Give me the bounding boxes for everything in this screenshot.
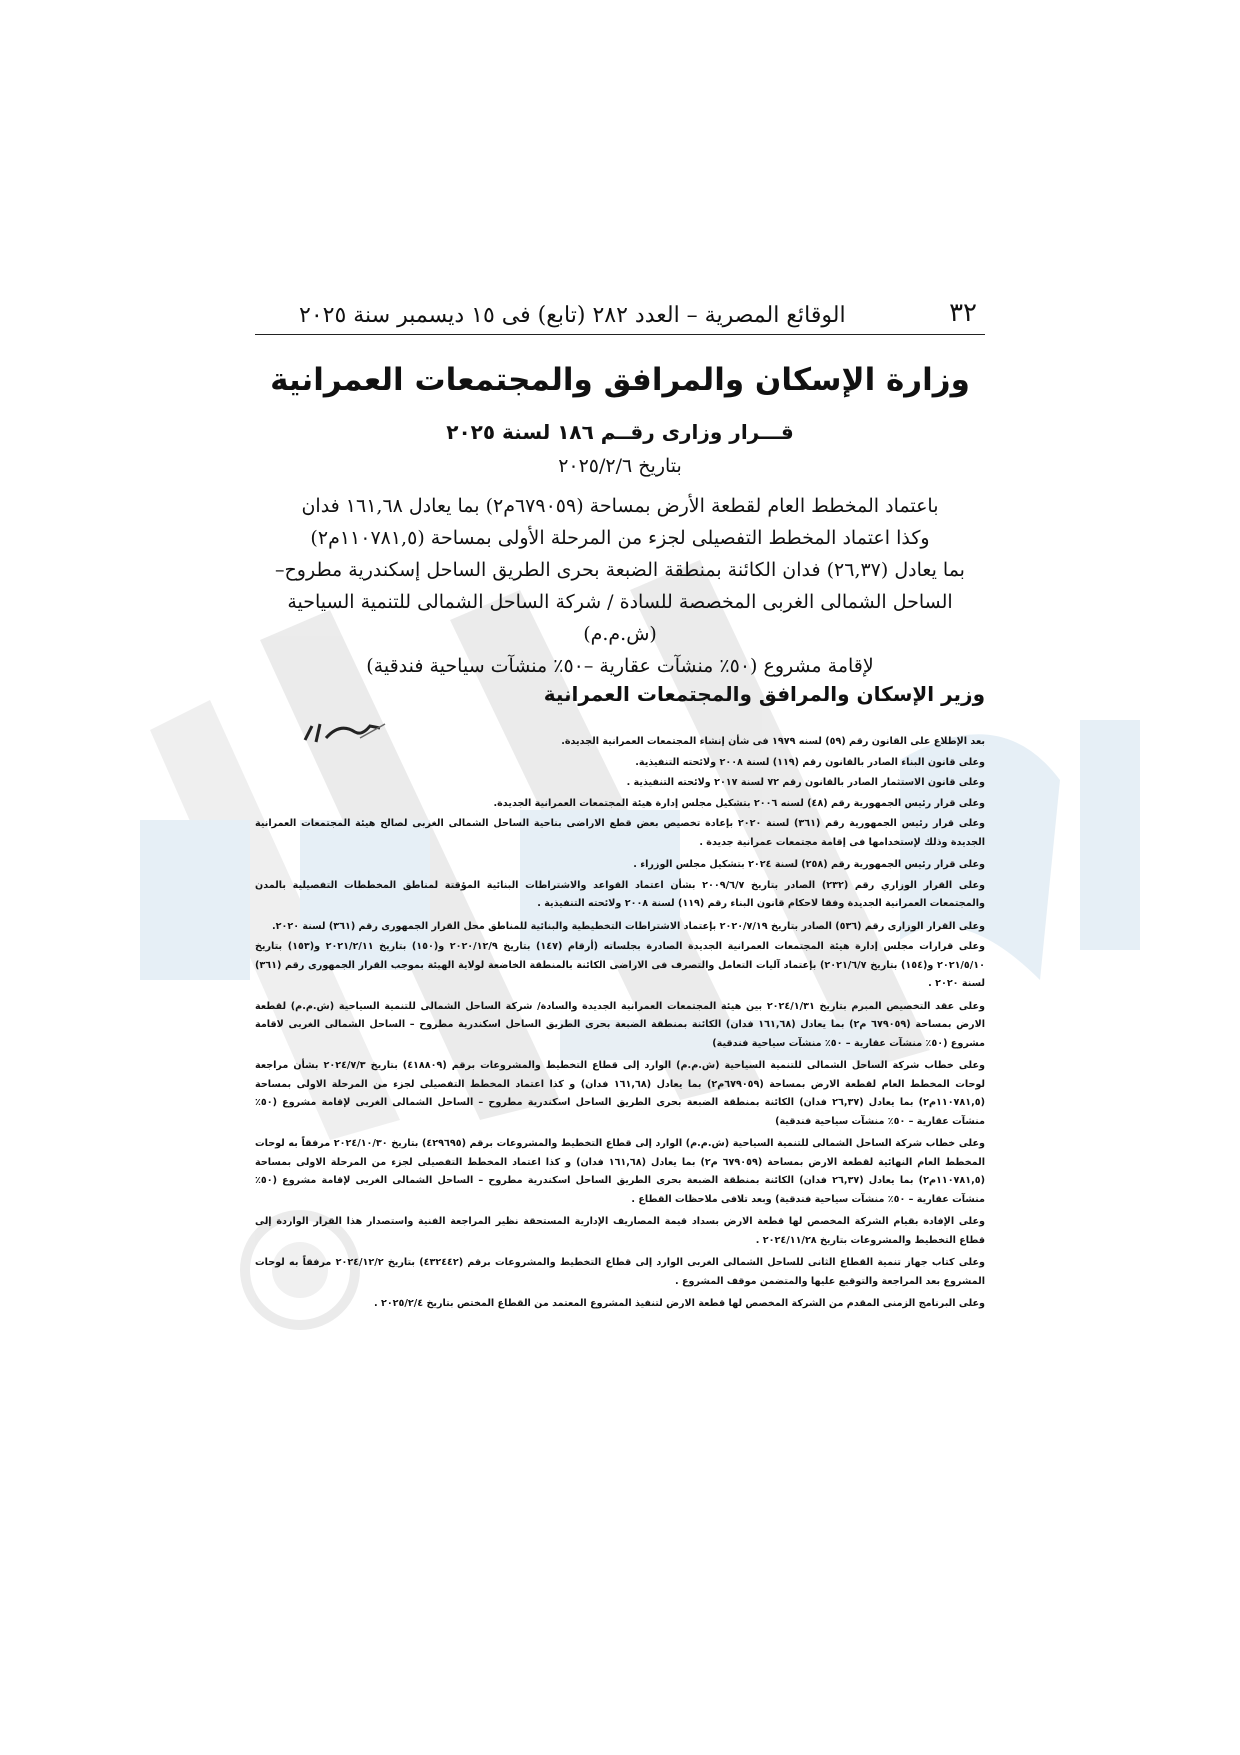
- minister-title: وزير الإسكان والمرافق والمجتمعات العمرانية: [543, 682, 985, 706]
- preamble-clause: وعلى قرار رئيس الجمهورية رقم (٢٥٨) لسنة ٢٠٢٤ بتشكيل مجلس الوزراء .: [633, 859, 985, 870]
- preamble-clause: وعلى القرار الوزاري رقم (٢٣٢) الصادر بتاريخ ٢٠٠٩/٦/٧ بشأن اعتماد القواعد والاشتراطات البنائية المؤقتة لمناطق المخططات التفصيلية بالمدن والمجتمعات العمرانية الجديدة وفقا لاحكام قانون البناء رقم (١١٩) لسنة ٢٠٠٨ ولائحته التنفيذية .: [255, 879, 985, 909]
- subject-line: لإقامة مشروع (٥٠٪ منشآت عقارية –٥٠٪ منشآت سياحية فندقية): [366, 655, 874, 677]
- page-number: ٣٢: [949, 298, 977, 328]
- decree-subject: [255, 490, 985, 682]
- preamble-clause: وعلى خطاب شركة الساحل الشمالى للتنمية السياحية (ش.م.م) الوارد إلى قطاع التخطيط والمشروعات برقم (٤١٨٨٠٩) بتاريخ ٢٠٢٤/٧/٣ بشأن مراجعة لوحات المخطط العام لقطعة الارض بمساحة (٦٧٩٠٥٩م٢) بما يعادل (١٦١,٦٨ فدان) و كذا اعتماد المخطط التفصيلى لجزء من المرحلة الاولى بمساحة (١١٠٧٨١,٥م٢) بما يعادل (٢٦,٣٧ فدان) الكائنة بمنطقة الضبعة بحرى الطريق الساحل اسكندرية مطروح – الساحل الشمالى الغربى لإقامة مشروع (٥٠٪ منشآت عقارية – ٥٠٪ منشآت سياحية فندقية): [255, 1060, 986, 1127]
- ministry-title: وزارة الإسكان والمرافق والمجتمعات العمرانية: [270, 362, 970, 398]
- preamble-clause: بعد الإطلاع على القانون رقم (٥٩) لسنه ١٩٧٩ فى شأن إنشاء المجتمعات العمرانية الجديدة.: [561, 736, 985, 747]
- subject-line: وكذا اعتماد المخطط التفصيلى لجزء من المرحلة الأولى بمساحة (١١٠٧٨١,٥م٢): [310, 527, 930, 549]
- preamble-clause: وعلى خطاب شركة الساحل الشمالى للتنمية السياحية (ش.م.م) الوارد إلى قطاع التخطيط والمشروعات برقم (٤٢٩٦٩٥) بتاريخ ٢٠٢٤/١٠/٣٠ مرفقاً به لوحات المخطط العام النهائية لقطعة الارض بمساحة (٦٧٩٠٥٩ م٢) بما يعادل (١٦١,٦٨ فدان) و كذا اعتماد المخطط التفصيلى لجزء من المرحلة الاولى بمساحة (١١٠٧٨١,٥م٢) بما يعادل (٢٦,٣٧ فدان) الكائنة بمنطقة الضبعة بحرى الطريق الساحل اسكندرية مطروح – الساحل الشمالى الغربى لإقامة مشروع (٥٠٪ منشآت عقارية – ٥٠٪ منشآت سياحية فندقية) وبعد تلافى ملاحظات القطاع .: [255, 1138, 986, 1205]
- preamble-clause: وعلى قانون الاستثمار الصادر بالقانون رقم ٧٢ لسنة ٢٠١٧ ولائحته التنفيذية .: [626, 777, 985, 788]
- decree-title: قـــرار وزارى رقــم ١٨٦ لسنة ٢٠٢٥: [446, 420, 794, 444]
- page-header: [255, 278, 985, 335]
- preamble-clause: وعلى قرارات مجلس إدارة هيئة المجتمعات العمرانية الجديدة الصادرة بجلساته (أرقام (١٤٧) بتاريخ ٢٠٢٠/١٢/٩ و(١٥٠) بتاريخ ٢٠٢١/٢/١١ و(١٥٣) بتاريخ ٢٠٢١/٥/١٠ و(١٥٤) بتاريخ ٢٠٢١/٦/٧) بإعتماد آليات التعامل والتصرف فى الاراضى الكائنة بالمنطقة الخاضعة لولاية الهيئة بموجب القرار الجمهورى رقم (٣٦١) لسنة ٢٠٢٠ .: [255, 941, 985, 989]
- gazette-header-title: الوقائع المصرية – العدد ٢٨٢ (تابع) فى ١٥ ديسمبر سنة ٢٠٢٥: [299, 303, 846, 328]
- preamble-clause: وعلى عقد التخصيص المبرم بتاريخ ٢٠٢٤/١/٣١ بين هيئة المجتمعات العمرانية الجديدة والسادة/ شركة الساحل الشمالى للتنمية السياحية (ش.م.م) لقطعة الارض بمساحة (٦٧٩٠٥٩ م٢) بما يعادل (١٦١,٦٨ فدان) الكائنة بمنطقة الضبعة بحرى الطريق الساحل اسكندرية مطروح – الساحل الشمالى الغربى لاقامة مشروع (٥٠٪ منشآت عقارية – ٥٠٪ منشآت سياحية فندقية): [255, 1000, 985, 1049]
- subject-line: باعتماد المخطط العام لقطعة الأرض بمساحة (٦٧٩٠٥٩م٢) بما يعادل ١٦١,٦٨ فدان: [301, 495, 939, 517]
- decree-date: بتاريخ ٢٠٢٥/٢/٦: [558, 455, 682, 477]
- preamble-clause: وعلى البرنامج الزمنى المقدم من الشركة المخصص لها قطعة الارض لتنفيذ المشروع المعتمد من القطاع المختص بتاريخ ٢٠٢٥/٢/٤ .: [373, 1298, 985, 1309]
- preamble-clause: وعلى الإفادة بقيام الشركة المخصص لها قطعة الارض بسداد قيمة المصاريف الإدارية المستحقة نظير المراجعة الفنية واستصدار هذا القرار الواردة إلى قطاع التخطيط والمشروعات بتاريخ ٢٠٢٤/١١/٢٨ .: [255, 1216, 985, 1246]
- preamble-clause: وعلى قانون البناء الصادر بالقانون رقم (١١٩) لسنة ٢٠٠٨ ولائحته التنفيذية.: [635, 756, 985, 768]
- preamble-clause: وعلى كتاب جهاز تنمية القطاع الثانى للساحل الشمالى الغربى الوارد إلى قطاع التخطيط والمشروعات برقم (٤٣٢٤٤٢) بتاريخ ٢٠٢٤/١٢/٢ مرفقاً به لوحات المشروع بعد المراجعة والتوقيع عليها والمتضمن موقف المشروع .: [255, 1257, 985, 1287]
- preamble-clause: وعلى القرار الوزارى رقم (٥٣٦) الصادر بتاريخ ٢٠٢٠/٧/١٩ بإعتماد الاشتراطات التخطيطية والبنائية للمناطق محل القرار الجمهورى رقم (٣٦١) لسنة ٢٠٢٠.: [271, 920, 985, 932]
- subject-line: بما يعادل (٢٦,٣٧) فدان الكائنة بمنطقة الضبعة بحرى الطريق الساحل إسكندرية مطروح–: [275, 559, 965, 581]
- decree-preamble: [255, 733, 985, 1318]
- subject-line: الساحل الشمالى الغربى المخصصة للسادة / شركة الساحل الشمالى للتنمية السياحية (ش.م.م): [287, 591, 953, 645]
- preamble-clause: وعلى قرار رئيس الجمهورية رقم (٣٦١) لسنة ٢٠٢٠ بإعادة تخصيص بعض قطع الاراضى بناحية الساحل الشمالى الغربى لصالح هيئة المجتمعات العمرانية الجديدة وذلك لإستخدامها فى إقامة مجتمعات عمرانية جديدة .: [255, 818, 985, 848]
- preamble-clause: وعلى قرار رئيس الجمهورية رقم (٤٨) لسنه ٢٠٠٦ بتشكيل مجلس إدارة هيئة المجتمعات العمرانية الجديدة.: [493, 797, 985, 809]
